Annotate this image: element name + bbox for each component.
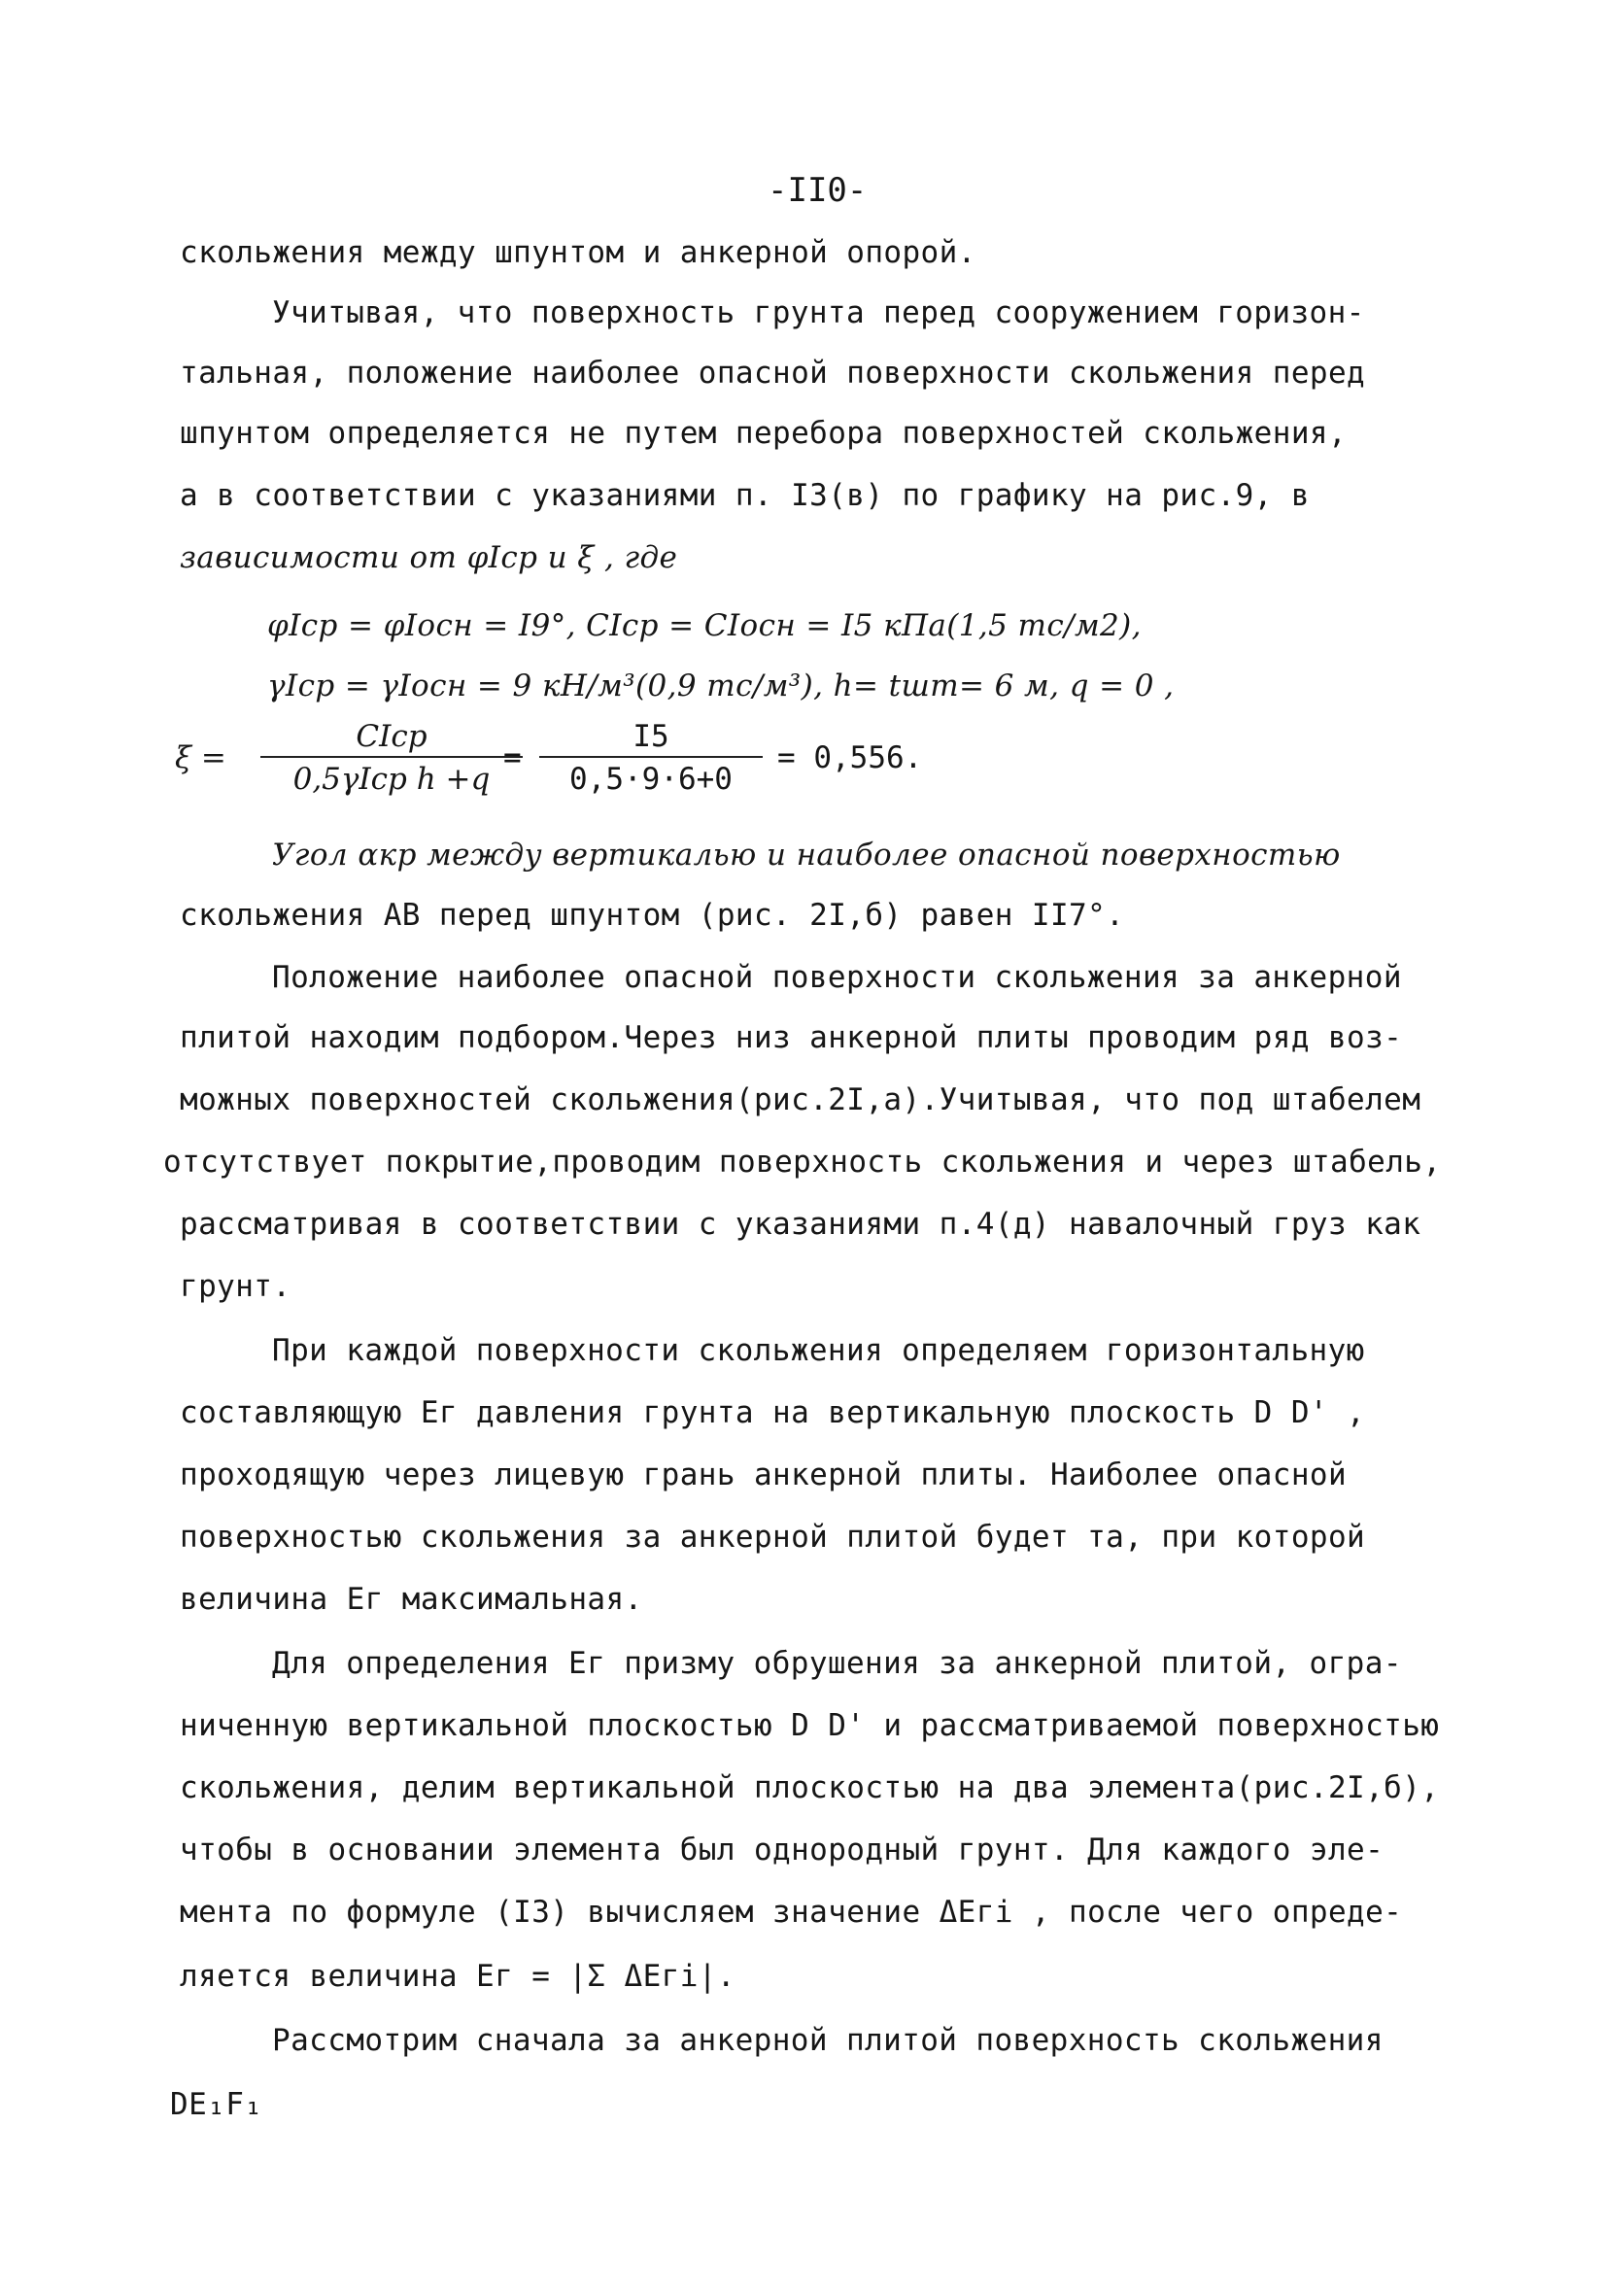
- text-line: рассматривая в соответствии с указаниями п.4(д) навалочный груз как: [180, 1207, 1421, 1242]
- fraction-2-denominator: 0,5·9·6+0: [569, 762, 733, 797]
- formula-eq: =: [503, 740, 522, 775]
- text-line: можных поверхностей скольжения(рис.2I,а).Учитывая, что под штабелем: [180, 1082, 1421, 1117]
- text-line: чтобы в основании элемента был однородный грунт. Для каждого эле-: [180, 1833, 1385, 1868]
- text-line: Рассмотрим сначала за анкерной плитой поверхность скольжения: [272, 2023, 1384, 2058]
- page-number: -II0-: [768, 171, 868, 210]
- text-line: плитой находим подбором.Через низ анкерной плиты проводим ряд воз-: [180, 1020, 1403, 1055]
- text-line: Для определения Eг призму обрушения за анкерной плитой, огра-: [272, 1646, 1402, 1681]
- fraction-2-numerator: I5: [539, 719, 763, 758]
- formula-lhs: ξ =: [175, 740, 226, 775]
- fraction-2: [539, 719, 763, 797]
- fraction-1-numerator: CIср: [260, 719, 523, 758]
- text-line: скольжения AB перед шпунтом (рис. 2I,б) равен II7°.: [180, 898, 1125, 933]
- text-line: составляющую Eг давления грунта на вертикальную плоскость D D' ,: [180, 1395, 1366, 1430]
- text-line: Положение наиболее опасной поверхности скольжения за анкерной: [272, 960, 1402, 995]
- text-line: При каждой поверхности скольжения определяем горизонтальную: [272, 1333, 1365, 1368]
- text-line: величина Eг максимальная.: [180, 1582, 643, 1617]
- text-line: Угол αкр между вертикалью и наиболее опасной поверхностью: [272, 838, 1341, 873]
- text-line: поверхностью скольжения за анкерной плитой будет та, при которой: [180, 1520, 1366, 1555]
- text-line: скольжения, делим вертикальной плоскостью на два элемента(рис.2I,б),: [180, 1770, 1440, 1805]
- text-line: ляется величина Eг = |Σ ΔEгi|.: [180, 1959, 735, 1994]
- text-line: тальная, положение наиболее опасной поверхности скольжения перед: [180, 356, 1366, 391]
- text-line: DE₁F₁: [170, 2087, 263, 2122]
- formula-line: γIср = γIосн = 9 кН/м³(0,9 тс/м³), h= tшт= 6 м, q = 0 ,: [267, 668, 1175, 703]
- text-line: Учитывая, что поверхность грунта перед сооружением горизон-: [272, 295, 1365, 330]
- text-line: мента по формуле (I3) вычисляем значение ΔEгi , после чего опреде-: [180, 1895, 1403, 1930]
- fraction-1: [260, 719, 523, 797]
- text-line: зависимости от φIср и ξ , где: [180, 540, 678, 575]
- text-line: скольжения между шпунтом и анкерной опорой.: [180, 235, 976, 270]
- formula-line: φIср = φIосн = I9°, CIср = CIосн = I5 кПа(1,5 тс/м2),: [267, 608, 1142, 643]
- text-line: шпунтом определяется не путем перебора поверхностей скольжения,: [180, 416, 1348, 451]
- fraction-1-denominator: 0,5γIср h +q: [292, 762, 491, 797]
- text-line: грунт.: [180, 1269, 291, 1304]
- text-line: отсутствует покрытие,проводим поверхность скольжения и через штабель,: [163, 1145, 1442, 1180]
- text-line: а в соответствии с указаниями п. I3(в) по графику на рис.9, в: [180, 478, 1310, 513]
- text-line: ниченную вертикальной плоскостью D D' и рассматриваемой поверхностью: [180, 1708, 1440, 1743]
- text-line: проходящую через лицевую грань анкерной плиты. Наиболее опасной: [180, 1457, 1348, 1492]
- formula-result: = 0,556.: [777, 740, 923, 775]
